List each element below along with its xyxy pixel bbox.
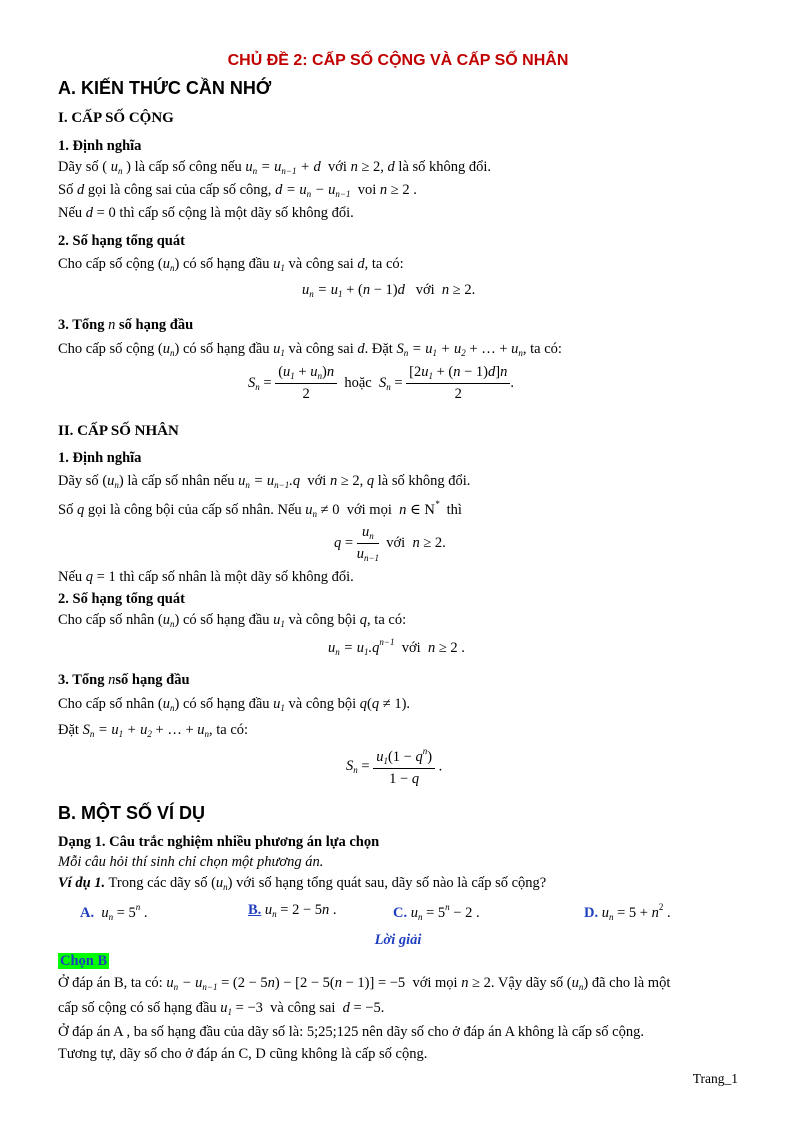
csc-sum-heading: 3. Tổng n số hạng đầu xyxy=(58,317,194,333)
solution-heading: Lời giải xyxy=(374,932,422,948)
part-ii-heading: II. CẤP SỐ NHÂN xyxy=(58,423,179,439)
option-d[interactable]: D. $u_n = 5 + n^2$ . xyxy=(584,902,671,922)
dang1-note: Mỗi câu hỏi thí sinh chỉ chọn một phương án. xyxy=(58,854,324,870)
csc-general-term-heading: 2. Số hạng tổng quát xyxy=(58,233,185,249)
csc-general-term-line: Cho cấp số cộng $(u_n)$ có số hạng đầu $u_1$ và công sai d, ta có: xyxy=(58,256,404,273)
dang1-heading: Dạng 1. Câu trắc nghiệm nhiều phương án lựa chọn xyxy=(58,834,380,850)
csc-general-term-formula: $u_n = u_1 + (n - 1)d$ với n ≥ 2. xyxy=(302,282,476,299)
part-i-heading: I. CẤP SỐ CỘNG xyxy=(58,110,174,126)
csn-general-term-formula: $u_n = u_1.q^{n-1}$ với n ≥ 2 . xyxy=(328,637,465,657)
csn-sum-set-line: Đặt $S_n = u_1 + u_2$ + … + $u_n$, ta có: xyxy=(58,722,249,739)
example1-question: Ví dụ 1. Trong các dãy số $(u_n)$ với số hạng tổng quát sau, dãy số nào là cấp số cộng? xyxy=(58,875,547,892)
csn-ratio-formula: q = $\frac{u_n}{u_{n-1}}$ với n ≥ 2. xyxy=(334,524,446,563)
csc-constant-line: Nếu d = 0 thì cấp số cộng là một dãy số không đổi. xyxy=(58,205,354,221)
page-footer: Trang_1 xyxy=(692,1071,738,1086)
csn-sum-heading: 3. Tổng nsố hạng đầu xyxy=(58,672,190,688)
document-title: CHỦ ĐỀ 2: CẤP SỐ CỘNG VÀ CẤP SỐ NHÂN xyxy=(227,52,569,69)
option-c[interactable]: C. $u_n = 5^n - 2$ . xyxy=(393,902,480,922)
csn-ratio-line: Số q gọi là công bội của cấp số nhân. Nếu $u_n \ne 0$ với mọi n ∈ N* thì xyxy=(58,499,462,519)
solution-line-1: Ở đáp án B, ta có: $u_n - u_{n-1} = (2 - 5n) - [2 - 5(n - 1)] = -5$ với mọi n ≥ 2. Vậy dãy số $(u_n)$ đã cho là một xyxy=(58,975,671,992)
solution-line-2: cấp số cộng có số hạng đầu $u_1 = -3$ và công sai d = −5. xyxy=(58,1000,385,1017)
csc-definition-line: Dãy số ( $u_n$ ) là cấp số công nếu $u_n = u_{n-1} + d$ với n ≥ 2, d là số không đổi. xyxy=(58,159,492,176)
option-b[interactable]: B. $u_n = 2 - 5n$ . xyxy=(248,902,337,919)
csc-sum-formula: $S_n$ = $\frac{(u_1 + u_n)n}{2}$ hoặc $S_n$ = $\frac{[2u_1 + (n - 1)d]n}{2}$ . xyxy=(248,364,514,402)
csc-sum-line: Cho cấp số cộng $(u_n)$ có số hạng đầu $u_1$ và công sai d. Đặt $S_n = u_1 + u_2$ + … + $u_n$, ta có: xyxy=(58,341,562,358)
csn-definition-heading: 1. Định nghĩa xyxy=(58,450,142,466)
solution-line-3: Ở đáp án A , ba số hạng đầu của dãy số là: 5;25;125 nên dãy số cho ở đáp án A không là cấp số cộng. xyxy=(58,1024,644,1040)
csc-common-difference-line: Số d gọi là công sai của cấp số công, $d = u_n - u_{n-1}$ voi n ≥ 2 . xyxy=(58,182,417,199)
csc-definition-heading: 1. Định nghĩa xyxy=(58,138,142,154)
option-a[interactable]: A. $u_n = 5^n$ . xyxy=(80,902,148,922)
csn-sum-formula: $S_n$ = $\frac{u_1(1 - q^n)}{1 - q}$ . xyxy=(346,746,443,787)
section-b-heading: B. MỘT SỐ VÍ DỤ xyxy=(58,803,206,823)
csn-sum-line: Cho cấp số nhân $(u_n)$ có số hạng đầu $u_1$ và công bội q(q ≠ 1). xyxy=(58,696,411,713)
answer-badge: Chọn B xyxy=(60,953,108,969)
csn-definition-line: Dãy số $(u_n)$ là cấp số nhân nếu $u_n = u_{n-1}.q$ với n ≥ 2, q là số không đổi. xyxy=(58,473,471,490)
document-page xyxy=(58,0,738,1123)
csn-general-term-line: Cho cấp số nhân $(u_n)$ có số hạng đầu $u_1$ và công bội q, ta có: xyxy=(58,612,407,629)
csn-constant-line: Nếu q = 1 thì cấp số nhân là một dãy số không đổi. xyxy=(58,569,354,585)
solution-line-4: Tương tự, dãy số cho ở đáp án C, D cũng không là cấp số cộng. xyxy=(58,1046,428,1062)
csn-general-term-heading: 2. Số hạng tổng quát xyxy=(58,591,185,607)
section-a-heading: A. KIẾN THỨC CẦN NHỚ xyxy=(58,78,272,98)
